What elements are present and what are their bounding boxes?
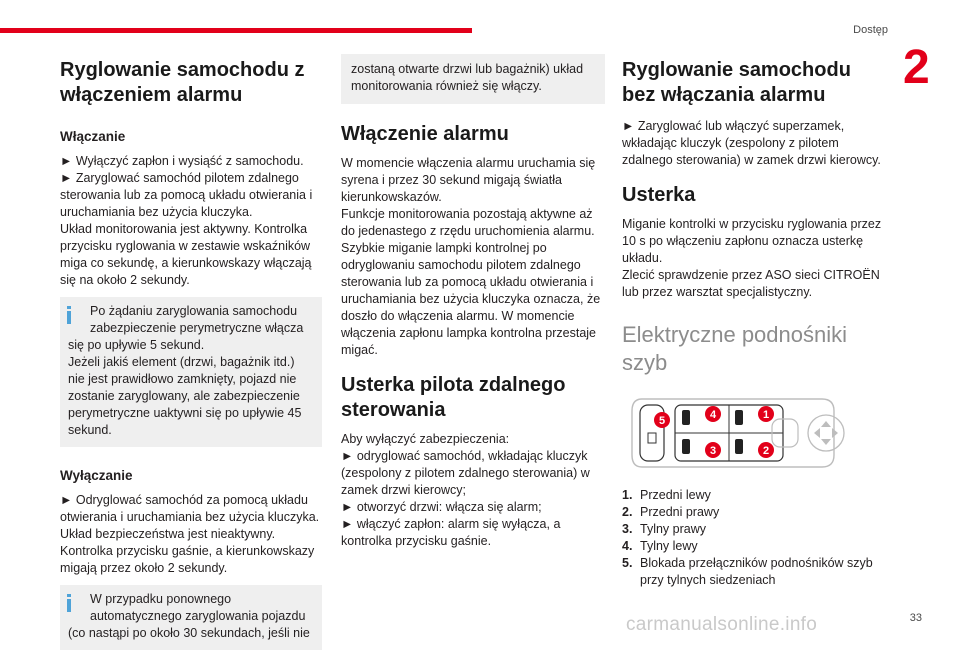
heading-lock-without-alarm: Ryglowanie samochodu bez włączania alarmu [622, 59, 851, 106]
column-3 [622, 54, 884, 589]
header-red-bar [0, 28, 472, 33]
subheading-deactivation: Wyłączanie [60, 468, 133, 483]
column-1 [60, 54, 322, 650]
heading-alarm-triggered: Włączenie alarmu [341, 123, 509, 145]
heading-fault: Usterka [622, 184, 696, 206]
svg-text:1: 1 [762, 409, 770, 421]
callout-3 [705, 442, 721, 458]
info-box-text: się po upływie 5 sekund. Jeżeli jakiś element (drzwi, bagażnik itd.) nie jest prawidłowo zamknięty, pojazd nie zostanie zaryglowany, ale zabezpieczenie perymetryczne uaktywni się po upływie 45 sekund. [68, 338, 302, 437]
page-number: 33 [909, 612, 922, 624]
info-box-text: (co nastąpi po około 30 sekundach, jeśli nie [68, 626, 310, 640]
list-item: 4. Tylny lewy [622, 539, 698, 553]
heading-lock-with-alarm: Ryglowanie samochodu z włączeniem alarmu [60, 59, 305, 106]
activation-text: ► Wyłączyć zapłon i wysiąść z samochodu. ► Zaryglować samochód pilotem zdalnego sterowania lub za pomocą układu otwierania i uruchamiania bez użycia kluczyka. Układ monitorowania jest aktywny. Kontrolka przycisku ryglowania w zestawie wskaźników miga co sekundę, a kierunkowskazy włączają się na około 2 sekundy. [60, 154, 313, 287]
svg-text:5: 5 [658, 415, 666, 427]
info-box-text: zostaną otwarte drzwi lub bagażnik) układ monitorowania również się włączy. [351, 62, 584, 93]
alarm-triggered-text: W momencie włączenia alarmu uruchamia się syrena i przez 30 sekund migają światła kierunkowskazów. Funkcje monitorowania pozostają aktywne aż do jedenastego z rzędu uruchomienia alarmu. Szybkie miganie lampki kontrolnej po odryglowaniu samochodu pilotem zdalnego sterowania lub za pomocą układu otwierania i uruchamiania bez użycia kluczyka oznacza, że doszło do włączenia alarmu. W momencie włączenia zapłonu lampka kontrolna przestaje migać. [341, 156, 601, 357]
lock-without-alarm-text: ► Zaryglować lub włączyć superzamek, wkładając kluczyk (zespolony z pilotem zdalnego sterowania) w zamek drzwi kierowcy. [622, 119, 881, 167]
callout-5 [654, 412, 670, 428]
info-box-first-lines: W przypadku ponownego automatycznego zaryglowania pojazdu [90, 592, 306, 623]
info-box-relock [60, 585, 322, 650]
fault-text: Miganie kontrolki w przycisku ryglowania przez 10 s po włączeniu zapłonu oznacza usterkę układu. Zlecić sprawdzenie przez ASO sieci CITROËN lub przez warsztat specjalistyczny. [622, 217, 882, 299]
svg-text:2: 2 [762, 445, 770, 457]
info-box-first-lines: Po żądaniu zaryglowania samochodu zabezpieczenie perymetryczne włącza [90, 304, 304, 335]
svg-text:4: 4 [709, 409, 717, 421]
list-item: 3. Tylny prawy [622, 522, 706, 536]
heading-remote-fault: Usterka pilota zdalnego sterowania [341, 374, 566, 421]
window-switch-panel-figure [612, 393, 852, 473]
info-box-continued [341, 54, 605, 104]
list-item: 2. Przedni prawy [622, 505, 720, 519]
list-item: 5. Blokada przełączników podnośników szyb przy tylnych siedzeniach [622, 556, 873, 587]
remote-fault-text: Aby wyłączyć zabezpieczenia: ► odryglować samochód, wkładając kluczyk (zespolony z pilotem zdalnego sterowania) w zamek drzwi kierowcy; ► otworzyć drzwi: włącza się alarm; ► włączyć zapłon: alarm się wyłącza, a kontrolka przycisku gaśnie. [341, 432, 590, 548]
info-icon [67, 306, 71, 324]
window-switch-legend [622, 487, 884, 589]
callout-2 [758, 442, 774, 458]
section-label: Dostęp [853, 24, 888, 36]
subheading-activation: Włączanie [60, 129, 126, 144]
deactivation-text: ► Odryglować samochód za pomocą układu otwierania i uruchamiania bez użycia kluczyka. Układ bezpieczeństwa jest nieaktywny. Kontrolka przycisku gaśnie, a kierunkowskazy migają przez około 2 sekundy. [60, 493, 320, 575]
svg-text:3: 3 [709, 445, 717, 457]
info-box-perimeter [60, 297, 322, 447]
column-2 [341, 54, 605, 550]
list-item: 1. Przedni lewy [622, 488, 711, 502]
chapter-number: 2 [903, 41, 930, 94]
callout-1 [758, 406, 774, 422]
callout-4 [705, 406, 721, 422]
heading-power-windows: Elektryczne podnośniki szyb [622, 322, 848, 375]
info-icon [67, 594, 71, 612]
watermark: carmanualsonline.info [626, 614, 818, 635]
